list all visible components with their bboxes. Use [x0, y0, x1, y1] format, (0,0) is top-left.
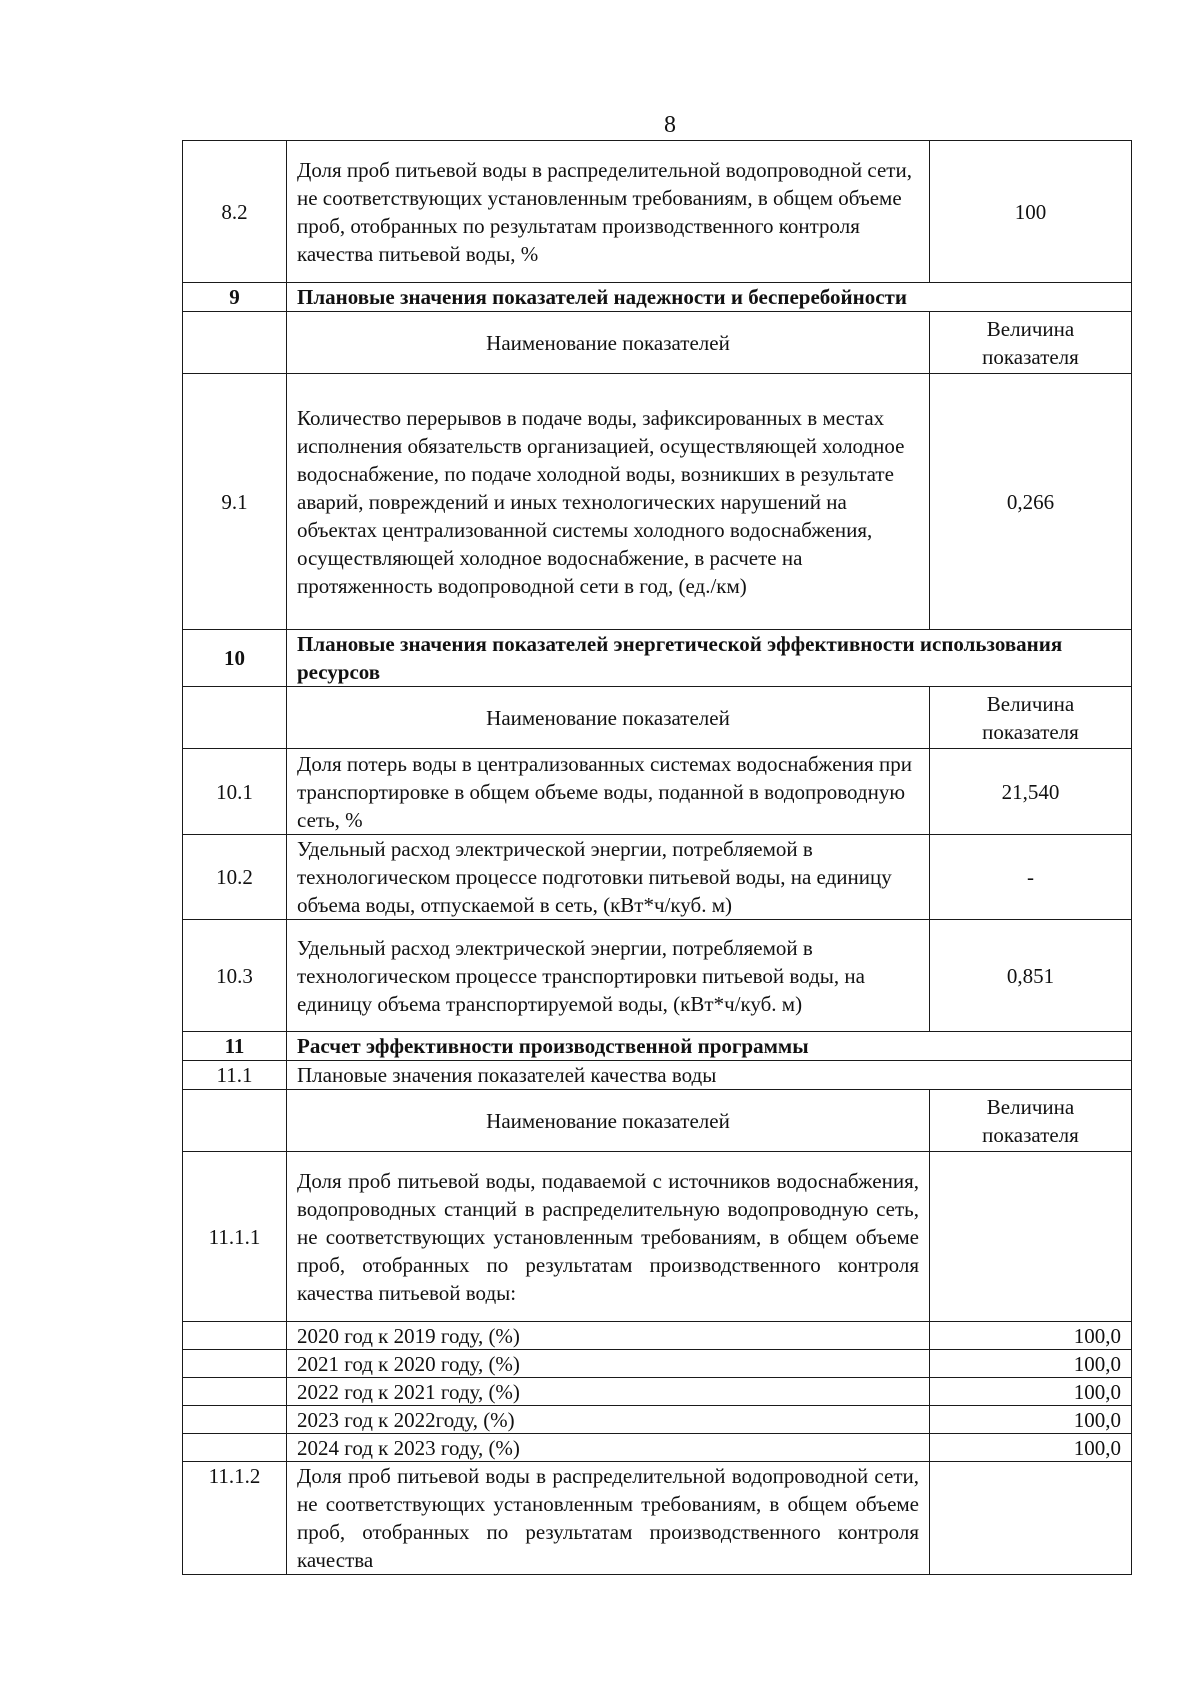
table-row [183, 1061, 1132, 1090]
year-label: 2023 год к 2022году, (%) [287, 1406, 930, 1434]
value-header-line-2: показателя [982, 719, 1079, 744]
section-row [183, 630, 1132, 687]
indicator-value: - [930, 835, 1132, 920]
section-number: 11 [183, 1032, 287, 1061]
year-row [183, 1378, 1132, 1406]
empty-cell [183, 312, 287, 374]
name-column-header: Наименование показателей [287, 1090, 930, 1152]
table-row [183, 835, 1132, 920]
year-row [183, 1322, 1132, 1350]
indicator-name: Доля проб питьевой воды в распределительной водопроводной сети, не соответствующих установленным требованиям, в общем объеме проб, отобранных по результатам производственного контроля качества питьевой воды, % [287, 141, 930, 283]
section-title: Расчет эффективности производственной программы [287, 1032, 1132, 1061]
table-row [183, 749, 1132, 835]
empty-cell [183, 1378, 287, 1406]
section-row [183, 283, 1132, 312]
row-number: 11.1 [183, 1061, 287, 1090]
year-label: 2020 год к 2019 году, (%) [287, 1322, 930, 1350]
year-label: 2022 год к 2021 году, (%) [287, 1378, 930, 1406]
row-number: 11.1.1 [183, 1152, 287, 1322]
header-row [183, 1090, 1132, 1152]
name-column-header: Наименование показателей [287, 312, 930, 374]
section-number: 10 [183, 630, 287, 687]
value-column-header [930, 1090, 1132, 1152]
year-label: 2024 год к 2023 году, (%) [287, 1434, 930, 1462]
empty-value-cell [930, 1462, 1132, 1575]
year-value: 100,0 [930, 1322, 1132, 1350]
empty-cell [183, 1434, 287, 1462]
table-row [183, 920, 1132, 1032]
value-column-header [930, 312, 1132, 374]
value-column-header [930, 687, 1132, 749]
indicator-name: Доля проб питьевой воды в распределительной водопроводной сети, не соответствующих установленным требованиям, в общем объеме проб, отобранных по результатам производственного контроля качества [287, 1462, 930, 1575]
indicator-name: Доля проб питьевой воды, подаваемой с источников водоснабжения, водопроводных станций в распределительную водопроводную сеть, не соответствующих установленным требованиям, в общем объеме проб, отобранных по результатам производственного контроля качества питьевой воды: [287, 1152, 930, 1322]
row-number: 10.1 [183, 749, 287, 835]
row-number: 9.1 [183, 374, 287, 630]
section-title: Плановые значения показателей энергетической эффективности использования ресурсов [287, 630, 1132, 687]
empty-cell [183, 1350, 287, 1378]
table-row [183, 1462, 1132, 1575]
row-number: 11.1.2 [183, 1462, 287, 1575]
indicator-value: 21,540 [930, 749, 1132, 835]
row-number: 10.2 [183, 835, 287, 920]
section-number: 9 [183, 283, 287, 312]
empty-cell [183, 1406, 287, 1434]
year-row [183, 1434, 1132, 1462]
subsection-title: Плановые значения показателей качества воды [287, 1061, 1132, 1090]
empty-cell [183, 687, 287, 749]
year-value: 100,0 [930, 1406, 1132, 1434]
section-title: Плановые значения показателей надежности и бесперебойности [287, 283, 1132, 312]
year-value: 100,0 [930, 1434, 1132, 1462]
indicator-name: Удельный расход электрической энергии, потребляемой в технологическом процессе транспортировки питьевой воды, на единицу объема транспортируемой воды, (кВт*ч/куб. м) [287, 920, 930, 1032]
value-header-line-1: Величина [986, 1094, 1075, 1119]
table-row [183, 1152, 1132, 1322]
empty-cell [183, 1090, 287, 1152]
value-header-line-1: Величина [986, 316, 1075, 341]
section-row [183, 1032, 1132, 1061]
value-header-line-1: Величина [986, 691, 1075, 716]
year-value: 100,0 [930, 1350, 1132, 1378]
page-number: 8 [664, 112, 676, 138]
indicator-value: 0,266 [930, 374, 1132, 630]
indicator-value: 100 [930, 141, 1132, 283]
year-label: 2021 год к 2020 году, (%) [287, 1350, 930, 1378]
indicators-table [182, 140, 1132, 1575]
year-value: 100,0 [930, 1378, 1132, 1406]
indicator-name: Удельный расход электрической энергии, потребляемой в технологическом процессе подготовки питьевой воды, на единицу объема воды, отпускаемой в сеть, (кВт*ч/куб. м) [287, 835, 930, 920]
indicator-value: 0,851 [930, 920, 1132, 1032]
indicator-name: Количество перерывов в подаче воды, зафиксированных в местах исполнения обязательств организацией, осуществляющей холодное водоснабжение, по подаче холодной воды, возникших в результате аварий, повреждений и иных технологических нарушений на объектах централизованной системы холодного водоснабжения, осуществляющей холодное водоснабжение, в расчете на протяженность водопроводной сети в год, (ед./км) [287, 374, 930, 630]
year-row [183, 1350, 1132, 1378]
table-row [183, 374, 1132, 630]
empty-value-cell [930, 1152, 1132, 1322]
row-number: 10.3 [183, 920, 287, 1032]
value-header-line-2: показателя [982, 344, 1079, 369]
year-row [183, 1406, 1132, 1434]
indicator-name: Доля потерь воды в централизованных системах водоснабжения при транспортировке в общем объеме воды, поданной в водопроводную сеть, % [287, 749, 930, 835]
name-column-header: Наименование показателей [287, 687, 930, 749]
value-header-line-2: показателя [982, 1122, 1079, 1147]
header-row [183, 687, 1132, 749]
table-row [183, 141, 1132, 283]
empty-cell [183, 1322, 287, 1350]
header-row [183, 312, 1132, 374]
row-number: 8.2 [183, 141, 287, 283]
